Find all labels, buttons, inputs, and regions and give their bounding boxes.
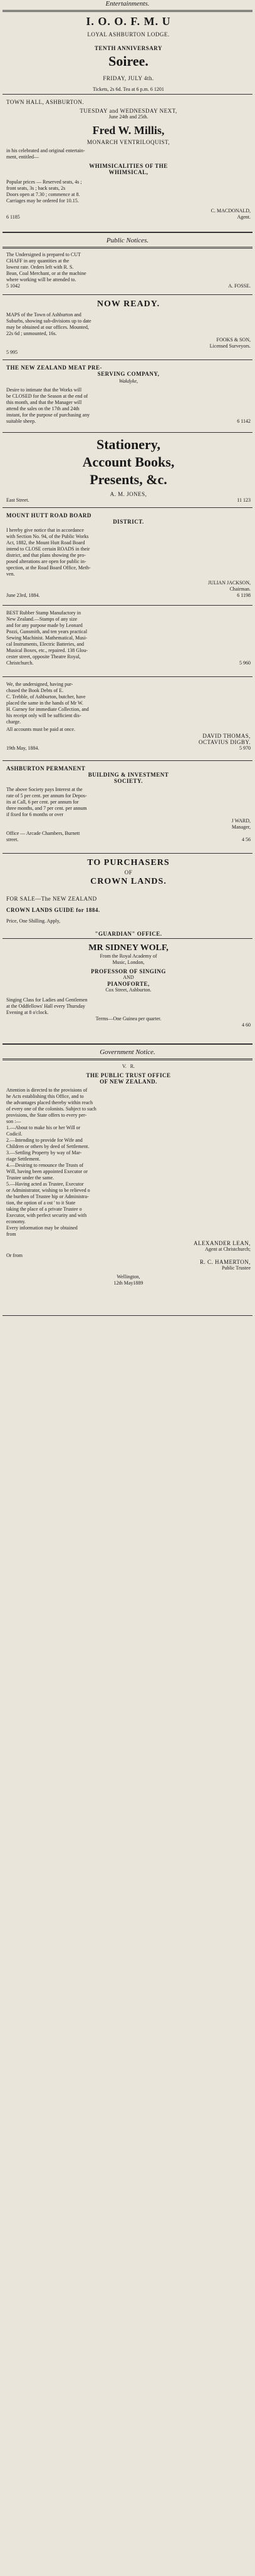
stamp-b8: cester street, opposite Theatre Royal,	[6, 654, 81, 660]
divider	[3, 760, 252, 761]
trust-sig1-role: Agent at Christchurch;	[205, 1246, 251, 1252]
crown-l1: TO PURCHASERS	[87, 858, 170, 867]
hutt-ref: 6 1198	[237, 592, 251, 598]
hutt-date: June 23rd, 1884.	[6, 592, 40, 598]
ad-jones	[6, 437, 251, 504]
trust-b14: Will, having been appointed Executor or	[6, 1169, 88, 1174]
trust-b23: Every information may be obtained	[6, 1225, 78, 1231]
trust-b18: the burthen of Trustee hip or Administra-	[6, 1194, 89, 1199]
trust-b2: he Acts establishing this Office, and to	[6, 1094, 84, 1099]
building-ref: 4 56	[242, 837, 251, 842]
trust-b12: riage Settlement.	[6, 1156, 41, 1162]
trust-date: 12th May1889	[113, 1280, 143, 1286]
trebble-b8: All accounts must be paid at once.	[6, 727, 75, 732]
fosse-l4: Bean, Coal Merchant, or at the machine	[6, 271, 86, 276]
stamp-b4: Pozzi, Gunsmith, and ten years practical	[6, 629, 88, 634]
trust-b13: 4.—Desiring to renounce the Trusts of	[6, 1162, 84, 1168]
trebble-date: 19th May, 1884.	[6, 745, 39, 751]
fosse-sig-row	[6, 283, 251, 289]
hutt-date-row	[6, 592, 251, 599]
divider	[3, 676, 252, 677]
wolf-l3: Music, London,	[112, 960, 145, 965]
hutt-sig-role: Chairman.	[229, 586, 251, 592]
hutt-b2: with Section No. 94, of the Public Works	[6, 534, 89, 539]
divider	[3, 938, 252, 939]
trust-b6: son :—	[6, 1119, 21, 1124]
stamp-b9: Christchurch.	[6, 660, 34, 666]
fosse-l5: where working will be attended to.	[6, 277, 76, 282]
stamp-end-row	[6, 660, 251, 666]
wolf-b4: Terms—One Guinea per quarter.	[95, 1016, 162, 1022]
millis-dates2: June 24th and 25th.	[108, 114, 148, 120]
millis-agent-ref: 6 1185	[6, 214, 20, 220]
oddfellows-org: I. O. O. F. M. U	[86, 15, 171, 28]
trebble-b3: C. Trebble, of Ashburton, butcher, have	[6, 694, 86, 700]
maps-sig2: Licensed Surveyors.	[209, 343, 251, 349]
trust-b19: tion, the option of a ost ' to it State	[6, 1200, 76, 1206]
millis-dates: TUESDAY and WEDNESDAY NEXT,	[80, 108, 177, 114]
wolf-l1: MR SIDNEY WOLF,	[88, 943, 169, 953]
ad-mount-hutt	[6, 512, 251, 599]
wolf-l6: PIANOFORTE,	[107, 981, 150, 987]
millis-line2: ment, entitled—	[6, 154, 39, 160]
trust-b21: Executor, with perfect security and with	[6, 1213, 87, 1218]
trust-b22: economy.	[6, 1219, 26, 1224]
meat-ref: 6 1142	[237, 418, 251, 424]
trust-l1: THE PUBLIC TRUST OFFICE	[86, 1072, 171, 1079]
maps-l2: Suburbs, showing sub-divisions up to date	[6, 318, 91, 324]
trebble-date-row	[6, 745, 251, 752]
meat-l2: SERVING COMPANY,	[97, 371, 160, 377]
maps-l1: MAPS of the Town of Ashburton and	[6, 312, 81, 318]
trust-sig1: ALEXANDER LEAN,	[194, 1240, 251, 1246]
wolf-l2: From the Royal Academy of	[100, 953, 157, 959]
trebble-b7: charge.	[6, 719, 21, 725]
millis-show2: WHIMSICAL,	[108, 169, 148, 175]
divider	[3, 853, 252, 854]
divider	[3, 507, 252, 508]
maps-sig: FOOKS & SON,	[216, 337, 251, 343]
oddfellows-date: FRIDAY, JULY 4th.	[103, 75, 154, 81]
section-heading-entertainments: Entertainments.	[105, 0, 150, 8]
divider	[3, 1043, 252, 1045]
building-sig-role: Manager,	[231, 824, 251, 830]
trebble-sig2: OCTAVIUS DIGBY.	[199, 739, 251, 745]
hutt-sig: JULIAN JACKSON,	[207, 580, 251, 586]
millis-venue: TOWN HALL, ASHBURTON.	[6, 99, 85, 105]
divider	[3, 10, 252, 12]
crown-l2: OF	[124, 869, 133, 876]
trust-sig2-role: Public Trustee	[221, 1265, 251, 1271]
building-b4: three months, and 7 per cent. per annum	[6, 805, 87, 811]
trust-b5: provisions, the State offers to every per-	[6, 1112, 87, 1118]
millis-line1: in his celebrated and original entertain-	[6, 148, 85, 153]
trust-b8: Codicil.	[6, 1131, 23, 1137]
meat-l1: THE NEW ZEALAND MEAT PRE-	[6, 365, 103, 371]
oddfellows-tickets: Tickets, 2s 6d. Tea at 6 p.m. 6 1201	[93, 86, 164, 92]
trebble-b5: H. Gurney for immediate Collection, and	[6, 706, 89, 712]
millis-role: MONARCH VENTRILOQUIST,	[86, 139, 170, 145]
oddfellows-title: Soiree.	[108, 54, 148, 69]
millis-prices2: front seats, 3s ; back seats, 2s	[6, 185, 66, 191]
meat-b6: suitable sheep.	[6, 418, 36, 424]
trust-sig2: R. C. HAMERTON,	[199, 1259, 251, 1265]
maps-ref: 5 995	[6, 349, 18, 355]
building-sig: J WARD,	[231, 818, 251, 824]
wolf-l5: AND	[123, 975, 134, 980]
divider	[3, 294, 252, 295]
trebble-sig1: DAVID THOMAS,	[202, 733, 251, 739]
ad-millis	[6, 99, 251, 220]
fosse-l2: CHAFF in any quantities at the	[6, 258, 70, 264]
trebble-b1: We, the undersigned, having pur-	[6, 681, 73, 687]
building-b3: its at Call, 6 per cent. per annum for	[6, 799, 79, 805]
stamp-ref: 5 960	[239, 660, 251, 666]
fosse-l3: lowest rate. Orders left with R. S.	[6, 264, 74, 270]
hutt-b8: ven.	[6, 571, 15, 577]
meat-b3: this month, and that the Manager will	[6, 400, 82, 405]
trust-b9: 2.—Intending to provide for Wife and	[6, 1137, 83, 1143]
ad-rubber-stamp	[6, 610, 251, 666]
maps-l3: may be obtained at our offices. Mounted,	[6, 324, 89, 330]
millis-show: WHIMSICALITIES OF THE	[89, 163, 168, 169]
ad-fosse	[6, 252, 251, 289]
building-l2: BUILDING & INVESTMENT	[88, 772, 169, 778]
divider	[3, 1058, 252, 1060]
trebble-b4: placed the same in the hands of Mr W.	[6, 700, 83, 706]
hutt-b7: spection, at the Road Board Office, Meth-	[6, 565, 91, 571]
stamp-b5: Sewing Machinist. Mathematical, Musi-	[6, 635, 88, 641]
maps-l4: 22s 6d ; unmounted, 16s.	[6, 331, 57, 336]
divider	[3, 94, 252, 95]
millis-name: Fred W. Millis,	[92, 124, 165, 137]
divider	[3, 605, 252, 606]
jones-l1: Stationery,	[96, 437, 161, 452]
stamp-b7: Musical Boxes, etc., repaired. 138 Glou-	[6, 648, 88, 653]
trust-b11: 3.—Settling Property by way of Mar-	[6, 1150, 82, 1156]
trust-or: Or from	[6, 1253, 23, 1258]
millis-doors: Doors open at 7.30 ; commence at 8.	[6, 192, 80, 197]
millis-agent-row	[6, 214, 251, 220]
building-office-row	[6, 837, 251, 843]
trust-b4: of every one of the colonists. Subject to such	[6, 1106, 96, 1112]
trust-b1: Attention is directed to the provisions of	[6, 1087, 88, 1093]
wolf-b2: at the Oddfellows' Hall every Thursday	[6, 1003, 85, 1009]
trebble-b6: his receipt only will be sufficient dis-	[6, 713, 81, 718]
divider	[3, 1315, 252, 1316]
meat-b1: Desire to intimate that the Works will	[6, 387, 82, 393]
trust-b20: taking the place of a private Trustee o	[6, 1206, 82, 1212]
jones-l2: Account Books,	[82, 455, 175, 470]
crown-b4: "GUARDIAN" OFFICE.	[95, 931, 162, 937]
divider	[3, 432, 252, 433]
trust-vr: V. R.	[122, 1063, 135, 1069]
crown-l3: CROWN LANDS.	[90, 877, 167, 886]
fosse-sig: A. FOSSE.	[228, 283, 251, 289]
crown-b3: Price, One Shilling. Apply,	[6, 918, 61, 924]
crown-b2: CROWN LANDS GUIDE for 1884.	[6, 907, 100, 913]
wolf-l4: PROFESSOR OF SINGING	[91, 968, 166, 975]
building-b2: rate of 5 per cent. per annum for Depos-	[6, 793, 87, 799]
building-l3: SOCIETY.	[114, 778, 143, 784]
section-heading-public-notices: Public Notices.	[106, 237, 149, 244]
ad-meat	[6, 365, 251, 425]
trust-b15: Trustee under the same.	[6, 1175, 55, 1181]
trust-b10: Children or others by deed of Settlement.	[6, 1144, 90, 1149]
divider	[3, 247, 252, 249]
millis-carriages: Carriages may be ordered for 10.15.	[6, 198, 79, 204]
oddfellows-anniversary: TENTH ANNIVERSARY	[95, 45, 162, 51]
meat-b4: attend the sales on the 17th and 24th	[6, 406, 80, 411]
jones-ref: 11 123	[237, 497, 251, 503]
meat-b5: instant, for the purpose of purchasing any	[6, 412, 90, 418]
hutt-b5: district, and that plans showing the pro-	[6, 552, 86, 558]
stamp-b3: and for any purpose made by Leonard	[6, 623, 83, 628]
ad-oddfellows	[6, 15, 251, 93]
jones-street: East Street.	[6, 497, 29, 503]
hutt-b6: posed alterations are open for public in-	[6, 559, 86, 564]
stamp-b6: cal Instruments, Electric Batteries, and	[6, 641, 84, 647]
divider	[3, 232, 252, 233]
ad-trebble	[6, 681, 251, 752]
meat-end-row	[6, 418, 251, 425]
jones-l3: Presents, &c.	[90, 472, 167, 487]
ad-public-trust	[6, 1063, 251, 1286]
wolf-ref: 4 60	[242, 1022, 251, 1028]
wolf-b3: Evening at 8 o'clock.	[6, 1010, 49, 1015]
millis-agent-role: Agent.	[237, 214, 251, 220]
ad-maps	[6, 299, 251, 356]
trust-b3: the advantages placed thereby within reach	[6, 1100, 93, 1105]
building-b1: The above Society pays Interest at the	[6, 787, 83, 792]
building-b5: if fixed for 6 months or over	[6, 812, 64, 817]
millis-agent-name: C. MACDONALD,	[211, 208, 251, 214]
section-heading-government-notice: Government Notice.	[100, 1048, 155, 1056]
maps-head: NOW READY.	[96, 299, 160, 309]
crown-b1: FOR SALE—The NEW ZEALAND	[6, 896, 97, 902]
meat-place: Wakdyke,	[118, 378, 138, 384]
trust-l2: OF NEW ZEALAND.	[100, 1079, 157, 1085]
building-l1: ASHBURTON PERMANENT	[6, 765, 86, 772]
trust-b17: or Administrator, wishing to be relieved o	[6, 1187, 90, 1193]
wolf-b1: Singing Class for Ladies and Gentlemen	[6, 997, 88, 1003]
stamp-b1: BEST Rubber Stamp Manufactory in	[6, 610, 81, 616]
building-office: Office — Arcade Chambers, Burnett	[6, 830, 80, 836]
fosse-l1: The Undersigned is prepared to CUT	[6, 252, 81, 257]
trust-b16: 5.—Having acted as Trustee, Executor	[6, 1181, 84, 1187]
millis-prices: Popular prices — Reserved seats, 4s ;	[6, 179, 82, 185]
trust-b7: 1.—About to make his or her Will or	[6, 1125, 81, 1130]
trust-b24: from	[6, 1231, 16, 1237]
meat-b2: be CLOSED for the Season at the end of	[6, 393, 88, 399]
building-office2: street.	[6, 837, 19, 842]
trebble-ref: 5 970	[239, 745, 251, 751]
hutt-b3: Act, 1882, the Mount Hutt Road Board	[6, 540, 85, 546]
hutt-b4: intend to CLOSE certain ROADS in their	[6, 546, 90, 552]
hutt-l1: MOUNT HUTT ROAD BOARD	[6, 512, 91, 519]
fosse-ref: 5 1042	[6, 283, 20, 289]
hutt-b1: I hereby give notice that in accordance	[6, 527, 84, 533]
oddfellows-lodge: LOYAL ASHBURTON LODGE.	[87, 31, 170, 38]
hutt-l2: DISTRICT.	[113, 519, 144, 525]
wolf-l7: Cox Street, Ashburton.	[105, 987, 152, 993]
stamp-b2: New Zealand.—Stamps of any size	[6, 616, 78, 622]
trebble-b2: chased the Book Debts of E.	[6, 688, 64, 693]
trust-place: Wellington,	[117, 1274, 140, 1280]
ad-building-society	[6, 765, 251, 843]
ad-sidney-wolf	[6, 943, 251, 1028]
jones-sig-row	[6, 497, 251, 504]
jones-name: A. M. JONES,	[110, 491, 147, 497]
ad-crown-lands	[6, 858, 251, 937]
